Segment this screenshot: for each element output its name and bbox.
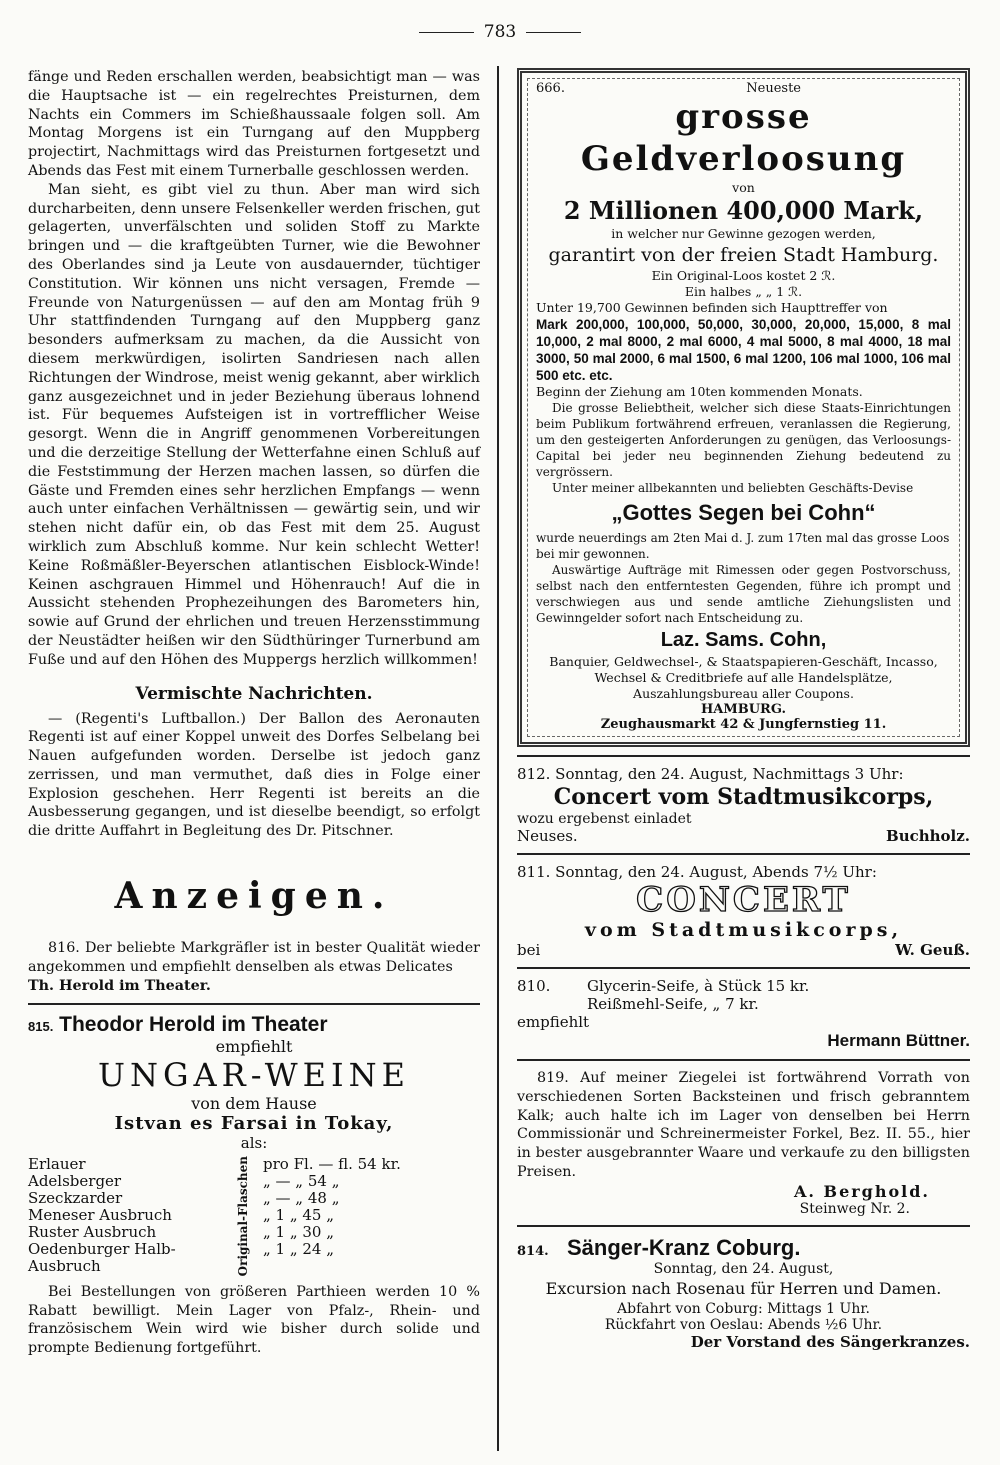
lottery-firm: Banquier, Geldwechsel-, & Staatspapieren-Geschäft, Incasso, Wechsel & Creditbriefe auf alle Handelsplätze, Auszahlungsbureau aller Coupons. [549,654,938,701]
ad-812 [517,765,970,845]
ad-815 [28,1013,480,1358]
lottery-auftraege: Auswärtige Aufträge mit Rimessen oder gegen Postvorschuss, selbst nach den entferntesten Gegenden, führe ich prompt und verschwiegen aus und sende amtliche Ziehungslisten und Gewinngelder sofort nach Entscheidung zu. [536,563,951,625]
ad-815-ungar-weine: UNGAR-WEINE [97,1056,411,1095]
ad-810 [517,977,970,1051]
ad-810-empfiehlt: empfiehlt [517,1013,590,1031]
ad-811-signature: W. Geuß. [895,941,970,959]
ad-819-address: Steinweg Nr. 2. [799,1200,910,1217]
ad-811-title: CONCERT [636,880,851,920]
ad-811 [517,863,970,959]
wine-name: Oedenburger Halb-Ausbruch [28,1240,176,1276]
lottery-desc: Die grosse Beliebtheit, welcher sich diese Staats-Einrichtungen beim Publikum fortwährend erfreuen, veranlassen die Regierung, um den gesteigerten Anforderungen zu genügen, das Verloosungs-Capital bei jeder neu beginnenden Ziehung bedeutend zu vergrössern. [536,401,951,479]
lottery-beginn: Beginn der Ziehung am 10ten kommenden Monats. [536,384,863,399]
ad-812-line: 812. Sonntag, den 24. August, Nachmittags 3 Uhr: [517,765,904,783]
ad-819-text: 819. Auf meiner Ziegelei ist fortwährend Vorrath von verschiedenen Sorten Backsteinen und frisch gebranntem Kalk; auch halte ich im Lager von denselben bei Herrn Commissionär und Schreinermeister Forkel, Bez. II. 55., hier in bester ausgebrannter Waare und verkaufe zu den billigsten Preisen. [517,1070,970,1180]
ad-number: 815. [28,1019,54,1035]
ad-number: 814. [517,1243,549,1259]
lottery-address: Zeughausmarkt 42 & Jungfernstieg 11. [600,717,887,732]
ad-812-title: Concert vom Stadtmusikcorps, [553,784,934,810]
wine-price: „ — „ 54 „ [263,1172,340,1191]
ad-812-invitation: wozu ergebenst einladet [517,811,692,827]
news-item: — (Regenti's Luftballon.) Der Ballon des Aeronauten Regenti ist auf einer Koppel unweit des Dorfes Selbelang bei Nauen aufgefunden worden. Derselbe ist jedoch ganz zerrissen, und man vermuthet, daß dies in Folge einer Explosion geschehen. Herr Regenti ist bereits an die Ausbesserung gegangen, und ist dieselbe beendigt, so erfolgt die dritte Auffahrt in Begleitung des Dr. Pitschner. [28,710,480,840]
lottery-neueste: Neueste [746,81,801,96]
divider [517,755,970,757]
wine-name: Ruster Ausbruch [28,1223,157,1242]
divider [28,1003,480,1005]
article-paragraph: fänge und Reden erschallen werden, beabsichtigt man — was die Hauptsache ist — ein regelrechtes Preisturnen, dem Nachts ein Commers im Schießhaussaale folgen soll. Am Montag Morgens ist ein Turngang auf den Muppberg projectirt, Nachmittags wird das Preisturnen fortgesetzt und Abends das Fest mit einem Turnerballe geschlossen werden. [28,69,480,179]
left-column [28,68,480,1358]
ad-815-als: als: [240,1134,268,1153]
lottery-unter: Unter 19,700 Gewinnen befinden sich Haupttreffer von [536,300,888,315]
ad-812-signature: Buchholz. [886,827,970,845]
ad-814-signature: Der Vorstand des Sängerkranzes. [690,1332,970,1351]
section-heading: Vermischte Nachrichten. [135,683,373,704]
ad-814-departure: Abfahrt von Coburg: Mittags 1 Uhr. [617,1300,870,1317]
ads-heading: Anzeigen. [114,875,394,918]
ad-814 [517,1235,970,1351]
ad-815-heading: Theodor Herold im Theater [59,1013,328,1037]
ad-819 [517,1069,970,1217]
ad-number: 810. [517,977,551,995]
ad-814-return: Rückfahrt von Oeslau: Abends ½6 Uhr. [604,1316,883,1333]
right-column [517,68,970,1351]
wine-name: Meneser Ausbruch [28,1206,172,1225]
ad-815-footer: Bei Bestellungen von größeren Parthieen werden 10 % Rabatt bewilligt. Mein Lager von Pfalz-, Rhein- und französischem Wein wird wie bisher durch solide und prompte Bedienung fortgeführt. [28,1283,480,1357]
ad-810-product: Glycerin-Seife, à Stück 15 kr. [587,977,810,995]
lottery-orig-loos: Ein Original-Loos kostet 2 ℛ. [651,268,836,283]
column-divider [497,66,499,1451]
lottery-amount: 2 Millionen 400,000 Mark, [563,196,924,225]
wine-price: pro Fl. — fl. 54 kr. [263,1155,401,1174]
ad-814-excursion: Excursion nach Rosenau für Herren und Damen. [545,1278,942,1298]
lottery-prizes: Mark 200,000, 100,000, 50,000, 30,000, 20,000, 15,000, 8 mal 10,000, 2 mal 8000, 2 mal 6000, 4 mal 5000, 8 mal 4000, 18 mal 3000, 50 mal 2000, 6 mal 1500, 6 mal 1200, 106 mal 1000, 106 mal 500 etc. etc. [536,317,951,383]
ad-815-house: Istvan es Farsai in Tokay, [114,1113,394,1135]
ad-number: 666. [536,81,565,96]
lottery-halb-loos: Ein halbes „ „ 1 ℛ. [684,284,803,299]
ad-814-date: Sonntag, den 24. August, [653,1260,834,1277]
page-number: 783 [0,22,1000,42]
ad-816-text: 816. Der beliebte Markgräfler ist in bester Qualität wieder angekommen und empfiehlt denselben als etwas Delicates [28,940,480,975]
wine-name: Szeckzarder [28,1189,123,1208]
ad-815-empfiehlt: empfiehlt [215,1037,293,1057]
wine-list [28,1156,480,1276]
flaschen-brace [223,1156,263,1276]
ad-812-place: Neuses. [517,827,578,845]
lottery-devise-intro: Unter meiner allbekannten und beliebten Geschäfts-Devise [552,481,914,495]
article-paragraph: Man sieht, es gibt viel zu thun. Aber man wird sich durcharbeiten, denn unsere Felsenkeller werden frischen, gut gelagerten, unverfälschten und soliden Stoff zu Markte bringen und — die kraftgeübten Turner, wie die Bewohner des Oberlandes sind ja Leute von ausdauernder, tüchtiger Constitution. Wir können uns nicht versagen, Fremde — Freunde von Naturgenüssen — auf den am Montag früh 9 Uhr stattfindenden Turngang auf den Muppberg ganz besonders aufmerksam zu machen, da die Aussicht von diesem merkwürdigen, isolirten Sandriesen nach allen Richtungen der Windrose, meist wenig gekannt, aber wirklich ganz ausgezeichnet und in jeder Beziehung überaus lohnend ist. Für bequemes Aufsteigen ist in vortrefflicher Weise gesorgt. Wenn die in Angriff genommenen Vorbereitungen und die derzeitige Stellung der Wetterfahne einen Schluß auf die Feststimmung der Herzen machen lassen, so dürfen die Gäste und Fremden eines sehr herzlichen Empfangs — wenn auch unter einfachen Verhältnissen — gewärtig sein, und wir stehen nicht dafür ein, ob das Fest mit dem 25. August wirklich zum Abschluß komme. Nur kein schlecht Wetter! Keine Roßmäßler-Beyerschen atlantischen Eisblock-Winde! Keinen aschgrauen Himmel und Höhenrauch! Auf die in Aussicht stehenden Prophezeihungen des Barometers hin, sowie auf Grund der ehrlichen und treuen Herzensstimmung der Neustädter heißen wir den Südthüringer Turnerbund am Fuße und auf den Höhen des Muppergs herzlich willkommen! [28,181,480,668]
ad-819-signature: A. Berghold. [793,1181,930,1201]
ad-811-line: 811. Sonntag, den 24. August, Abends 7½ Uhr: [517,863,877,881]
wine-name: Erlauer [28,1155,86,1174]
lottery-wurde: wurde neuerdings am 2ten Mai d. J. zum 17ten mal das grosse Loos bei mir gewonnen. [536,531,950,561]
wine-price: „ 1 „ 45 „ [263,1206,335,1225]
lottery-von: von [732,180,755,195]
divider [517,1059,970,1061]
ad-816-signature: Th. Herold im Theater. [28,977,211,994]
ad-810-product: Reißmehl-Seife, „ 7 kr. [587,995,759,1013]
wine-price: „ — „ 48 „ [263,1189,340,1208]
ad-814-title: Sänger-Kranz Coburg. [567,1234,801,1260]
lottery-ad-box [517,68,970,747]
ad-811-subtitle: vom Stadtmusikcorps, [584,919,903,941]
lottery-line: in welcher nur Gewinne gezogen werden, [611,226,876,241]
lottery-name: Laz. Sams. Cohn, [660,629,827,651]
wine-name: Adelsberger [28,1172,122,1191]
divider [517,967,970,969]
lottery-headline: grosse Geldverloosung [580,97,907,179]
lottery-devise: „Gottes Segen bei Cohn“ [611,500,876,525]
ad-810-signature: Hermann Büttner. [827,1031,970,1050]
lottery-guarantee: garantirt von der freien Stadt Hamburg. [548,244,939,266]
divider [517,1225,970,1227]
lottery-city: HAMBURG. [700,702,787,717]
original-flaschen-label: Original-Flaschen [235,1156,250,1277]
divider [517,853,970,855]
wine-price: „ 1 „ 30 „ [263,1223,335,1242]
ad-815-vom-hause: von dem Hause [191,1094,317,1114]
wine-price: „ 1 „ 24 „ [263,1240,335,1259]
ad-811-bei: bei [517,941,541,959]
